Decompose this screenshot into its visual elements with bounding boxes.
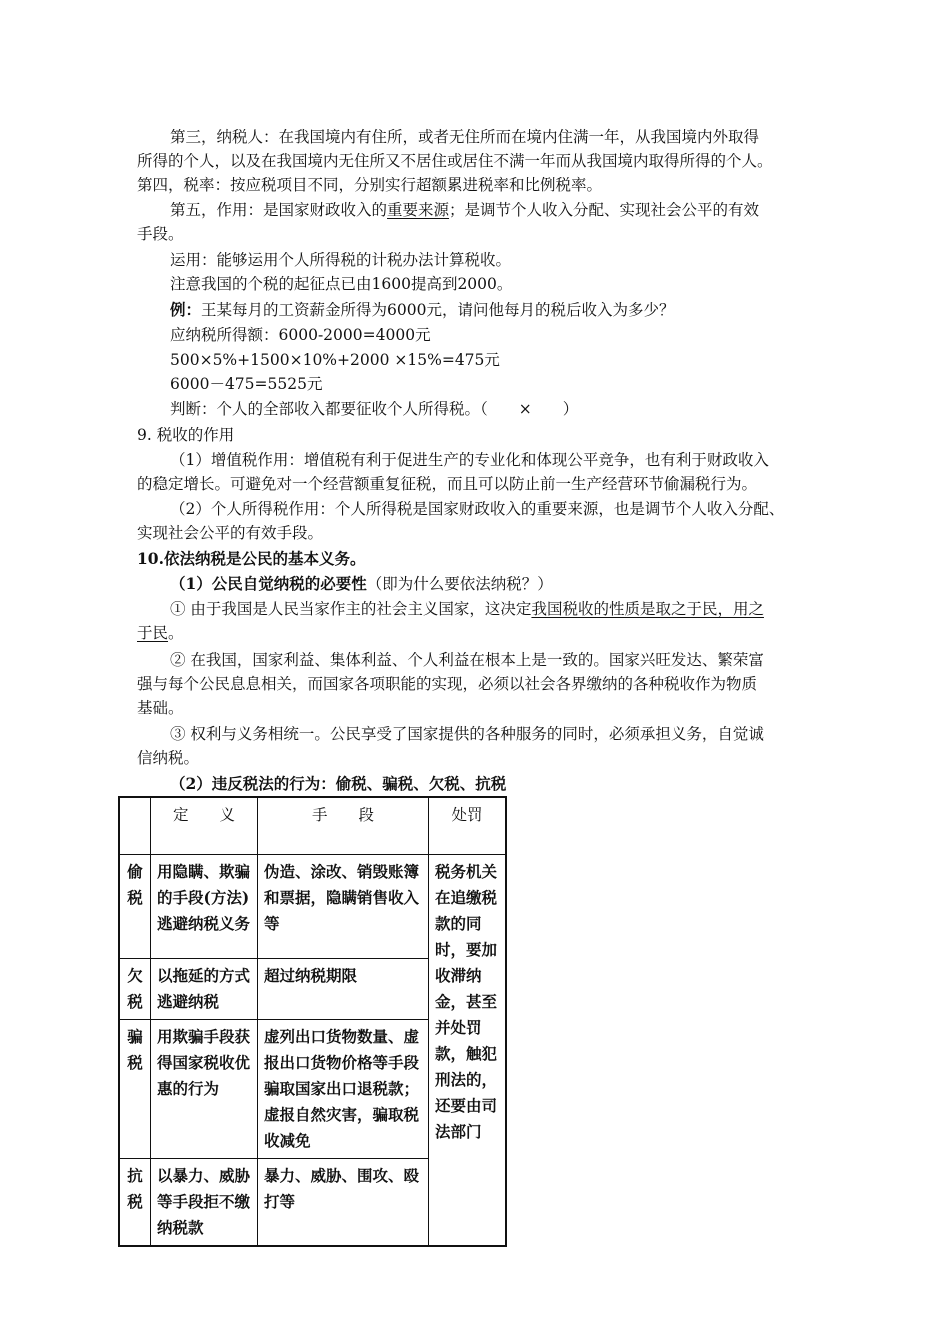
reason-1-line-1: ① 由于我国是人民当家作主的社会主义国家，这决定我国税收的性质是取之于民，用之 [170, 600, 764, 618]
reason-2-line-1: ② 在我国，国家利益、集体利益、个人利益在根本上是一致的。国家兴旺发达、繁荣富 [170, 651, 764, 669]
reason-3-line-2: 信纳税。 [137, 749, 200, 767]
taxpayer-line-1: 第三，纳税人：在我国境内有住所，或者无住所而在境内住满一年，从我国境内外取得 [170, 128, 760, 146]
row-means: 暴力、威胁、围攻、殴打等 [258, 1159, 429, 1247]
function-line-2: 手段。 [137, 225, 184, 243]
header-means: 手 段 [258, 797, 429, 855]
taxpayer-line-2: 所得的个人，以及在我国境内无住所又不居住或居住不满一年而从我国境内取得所得的个人。 [137, 152, 773, 170]
row-means: 伪造、涂改、销毁账簿和票据，隐瞒销售收入等 [258, 855, 429, 959]
vat-function-line-2: 的稳定增长。可避免对一个经营额重复征税，而且可以防止前一生产经营环节偷漏税行为。 [137, 475, 758, 493]
table-header-row [119, 797, 506, 855]
reason-2-line-2: 强与每个公民息息相关，而国家各项职能的实现，必须以社会各界缴纳的各种税收作为物质 [137, 675, 758, 693]
row-definition: 以暴力、威胁等手段拒不缴纳税款 [151, 1159, 258, 1247]
function-line-1: 第五，作用：是国家财政收入的重要来源；是调节个人收入分配、实现社会公平的有效 [170, 201, 760, 219]
income-tax-function-line-2: 实现社会公平的有效手段。 [137, 524, 324, 542]
tax-nature-underline: 我国税收的性质是取之于民，用之 [531, 600, 764, 618]
important-source-underline: 重要来源 [387, 201, 450, 219]
row-name: 偷税 [119, 855, 151, 959]
row-definition: 以拖延的方式逃避纳税 [151, 959, 258, 1020]
reason-1-line-2: 于民。 [137, 624, 184, 642]
calc-line-3: 6000－475=5525元 [170, 375, 323, 393]
section-9-heading: 9. 税收的作用 [137, 426, 235, 444]
example-question: 例：王某每月的工资薪金所得为6000元，请问他每月的税后收入为多少？ [170, 300, 675, 319]
necessity-heading: （1）公民自觉纳税的必要性（即为什么要依法纳税？） [170, 574, 553, 593]
row-name: 骗税 [119, 1020, 151, 1159]
row-name: 欠税 [119, 959, 151, 1020]
row-name: 抗税 [119, 1159, 151, 1247]
threshold-note: 注意我国的个税的起征点已由1600提高到2000。 [170, 275, 513, 293]
header-definition: 定 义 [151, 797, 258, 855]
table-row [119, 855, 506, 959]
calc-line-2: 500×5%+1500×10%+2000 ×15%=475元 [170, 351, 500, 369]
vat-function-line-1: （1）增值税作用：增值税有利于促进生产的专业化和体现公平竞争，也有利于财政收入 [170, 451, 769, 469]
row-definition: 用隐瞒、欺骗的手段(方法)逃避纳税义务 [151, 855, 258, 959]
income-tax-function-line-1: （2）个人所得税作用：个人所得税是国家财政收入的重要来源，也是调节个人收入分配、 [170, 500, 785, 518]
example-label: 例： [170, 300, 202, 319]
section-10-heading: 10.依法纳税是公民的基本义务。 [137, 549, 366, 568]
reason-2-line-3: 基础。 [137, 699, 184, 717]
reason-3-line-1: ③ 权利与义务相统一。公民享受了国家提供的各种服务的同时，必须承担义务，自觉诚 [170, 725, 764, 743]
row-means: 虚列出口货物数量、虚报出口货物价格等手段骗取国家出口退税款；虚报自然灾害，骗取税收减免 [258, 1020, 429, 1159]
judgement-line: 判断：个人的全部收入都要征收个人所得税。（ × ） [170, 400, 579, 418]
row-means: 超过纳税期限 [258, 959, 429, 1020]
application-line: 运用：能够运用个人所得税的计税办法计算税收。 [170, 251, 512, 269]
violations-heading: （2）违反税法的行为：偷税、骗税、欠税、抗税 [170, 774, 507, 793]
calc-line-1: 应纳税所得额：6000-2000=4000元 [170, 326, 431, 344]
row-definition: 用欺骗手段获得国家税收优惠的行为 [151, 1020, 258, 1159]
tax-rate-line: 第四，税率：按应税项目不同，分别实行超额累进税率和比例税率。 [137, 176, 603, 194]
header-blank [119, 797, 151, 855]
tax-violation-table [118, 796, 507, 1247]
penalty-cell: 税务机关在追缴税款的同时，要加收滞纳金，甚至并处罚款，触犯刑法的，还要由司法部门 [429, 855, 507, 1247]
header-penalty: 处罚 [429, 797, 507, 855]
